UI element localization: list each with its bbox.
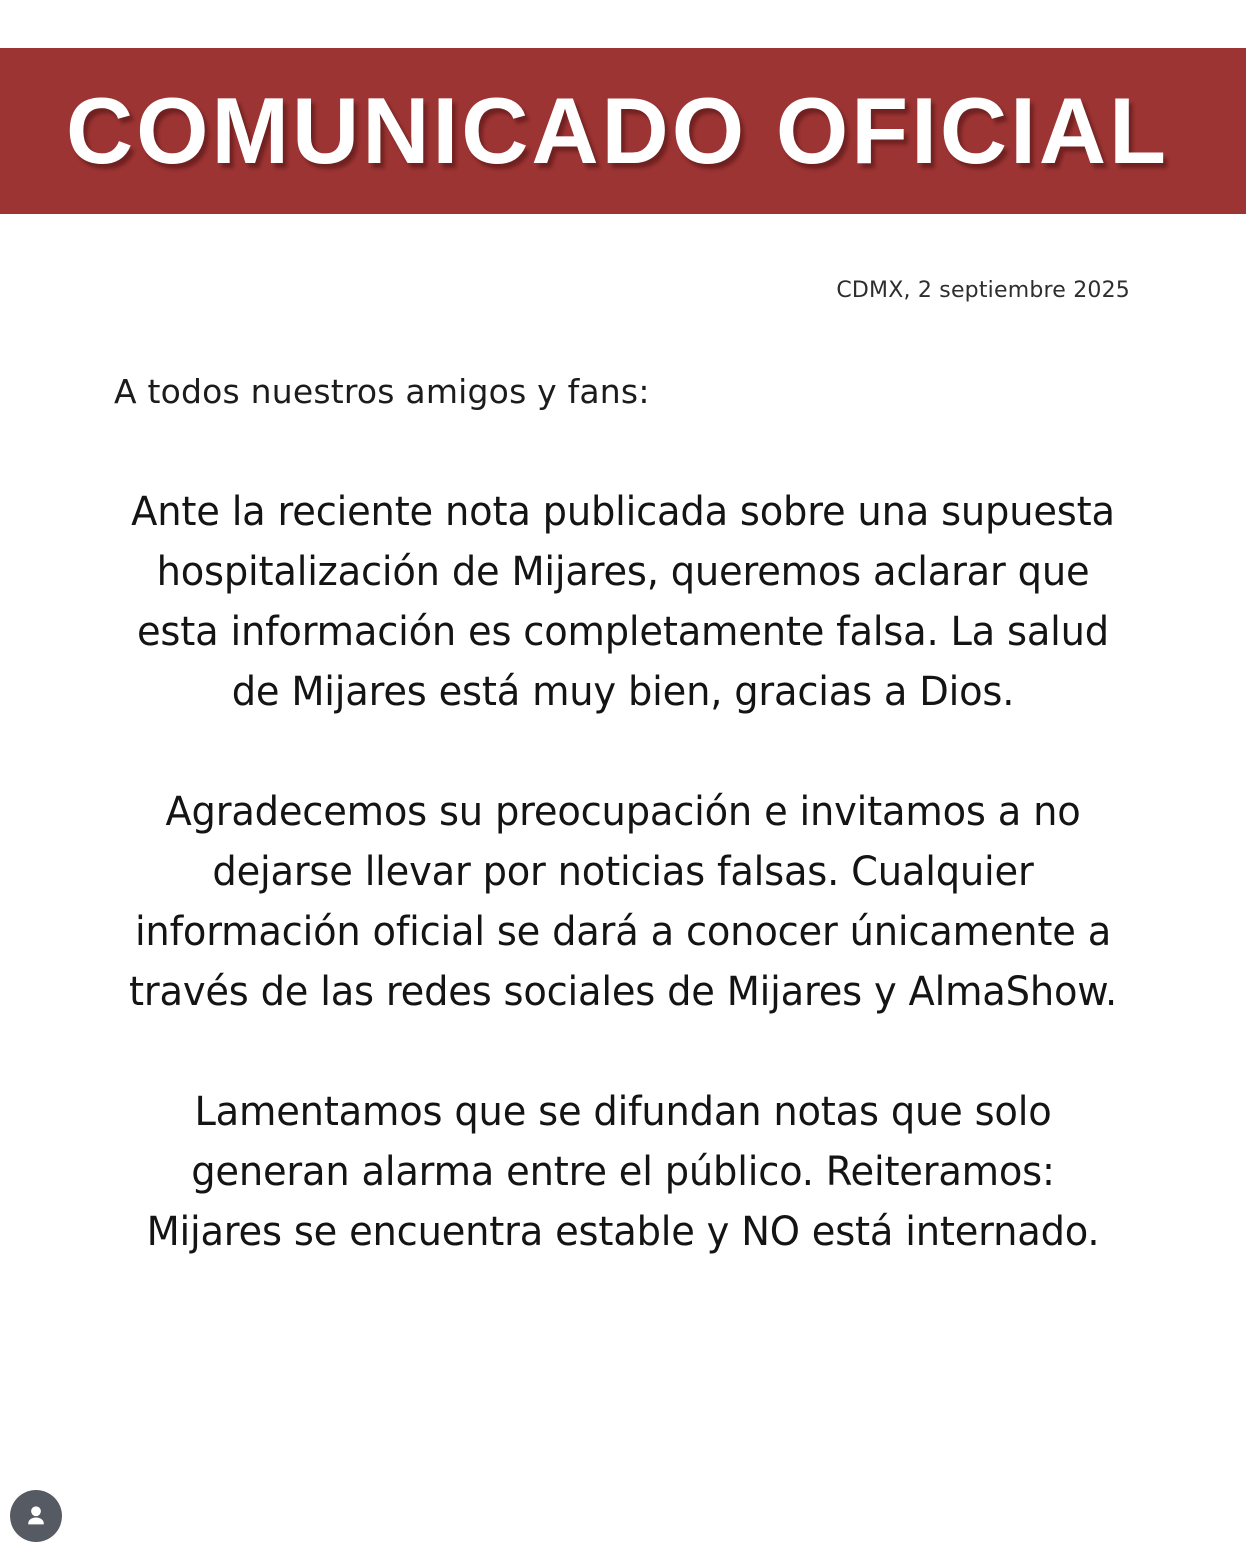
page-title: COMUNICADO OFICIAL [66,78,1169,183]
paragraph-line: dejarse llevar por noticias falsas. Cualquier [212,849,1034,895]
dateline-row [0,278,1246,303]
avatar[interactable] [10,1490,62,1542]
dateline-text: CDMX, 2 septiembre 2025 [836,278,1130,303]
paragraph-line: información oficial se dará a conocer únicamente a [134,909,1112,955]
paragraph-1 [116,482,1130,722]
paragraph-line: Mijares se encuentra estable y NO está internado. [146,1209,1100,1255]
paragraph-line: de Mijares está muy bien, gracias a Dios. [231,669,1015,715]
paragraph-line: Ante la reciente nota publicada sobre una supuesta [131,489,1115,535]
paragraph-3 [116,1082,1130,1262]
paragraph-line: Agradecemos su preocupación e invitamos a no [165,789,1081,835]
paragraph-line: hospitalización de Mijares, queremos aclarar que [156,549,1090,595]
salutation-text: A todos nuestros amigos y fans: [114,372,650,411]
paragraph-line: través de las redes sociales de Mijares y AlmaShow. [129,969,1117,1015]
paragraph-line: Lamentamos que se difundan notas que solo [194,1089,1052,1135]
body-content [95,482,1151,1262]
paragraph-line: generan alarma entre el público. Reiteramos: [191,1149,1055,1195]
paragraph-line: esta información es completamente falsa. La salud [137,609,1110,655]
paragraph-2 [116,782,1130,1022]
header-banner [0,48,1246,214]
person-icon [21,1501,51,1531]
